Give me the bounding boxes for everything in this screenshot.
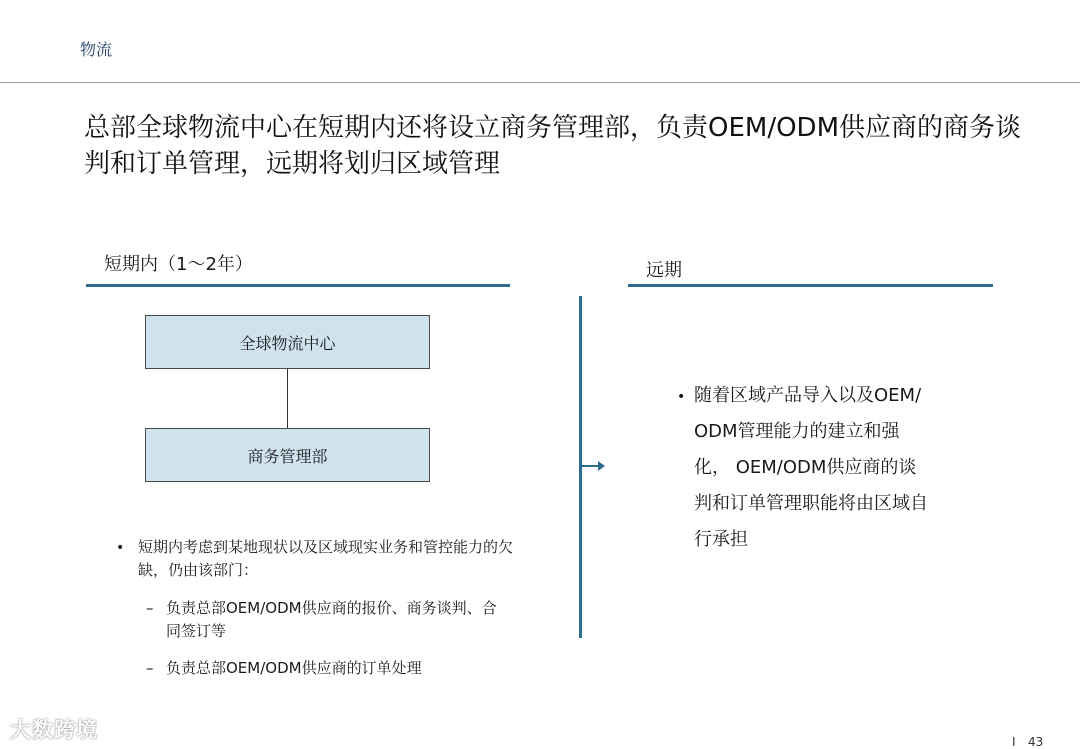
org-box-business-management-dept: 商务管理部 xyxy=(145,428,430,482)
sub-item xyxy=(146,597,516,645)
watermark-logo: 大数跨境 xyxy=(10,718,98,742)
long-term-rule xyxy=(628,284,993,287)
bullet-icon: • xyxy=(677,389,686,405)
header-divider xyxy=(0,82,1080,83)
bullet-icon: • xyxy=(116,540,125,556)
short-term-bullet-text: 短期内考虑到某地现状以及区域现实业务和管控能力的欠缺，仍由该部门： xyxy=(138,538,514,579)
slide-headline: 总部全球物流中心在短期内还将设立商务管理部，负责OEM/ODM供应商的商务谈判和订单管理，远期将划归区域管理 xyxy=(84,113,1022,179)
dash-icon: – xyxy=(146,659,154,677)
page-number: 43 xyxy=(1028,735,1044,749)
sub-item xyxy=(146,657,516,681)
long-term-bullet-text: 随着区域产品导入以及OEM/ ODM管理能力的建立和强化， OEM/ODM供应商的谈判和订单管理职能将由区域自行承担 xyxy=(694,385,928,550)
arrow-right-icon xyxy=(598,461,605,471)
short-term-heading: 短期内（1～2年） xyxy=(104,254,253,275)
long-term-bullet xyxy=(677,378,937,550)
sub-item-text: 负责总部OEM/ODM供应商的报价、商务谈判、合同签订等 xyxy=(166,599,497,640)
org-box-global-logistics-center: 全球物流中心 xyxy=(145,315,430,369)
page-separator: I xyxy=(1012,735,1016,749)
dash-icon: – xyxy=(146,599,154,617)
short-term-bullet xyxy=(116,536,536,579)
section-label: 物流 xyxy=(80,40,113,59)
transition-arrow-shaft xyxy=(582,465,598,467)
long-term-heading: 远期 xyxy=(646,260,682,281)
org-connector-line xyxy=(287,369,288,428)
sub-item-text: 负责总部OEM/ODM供应商的订单处理 xyxy=(166,659,422,677)
timeline-divider xyxy=(579,296,582,638)
short-term-rule xyxy=(86,284,510,287)
